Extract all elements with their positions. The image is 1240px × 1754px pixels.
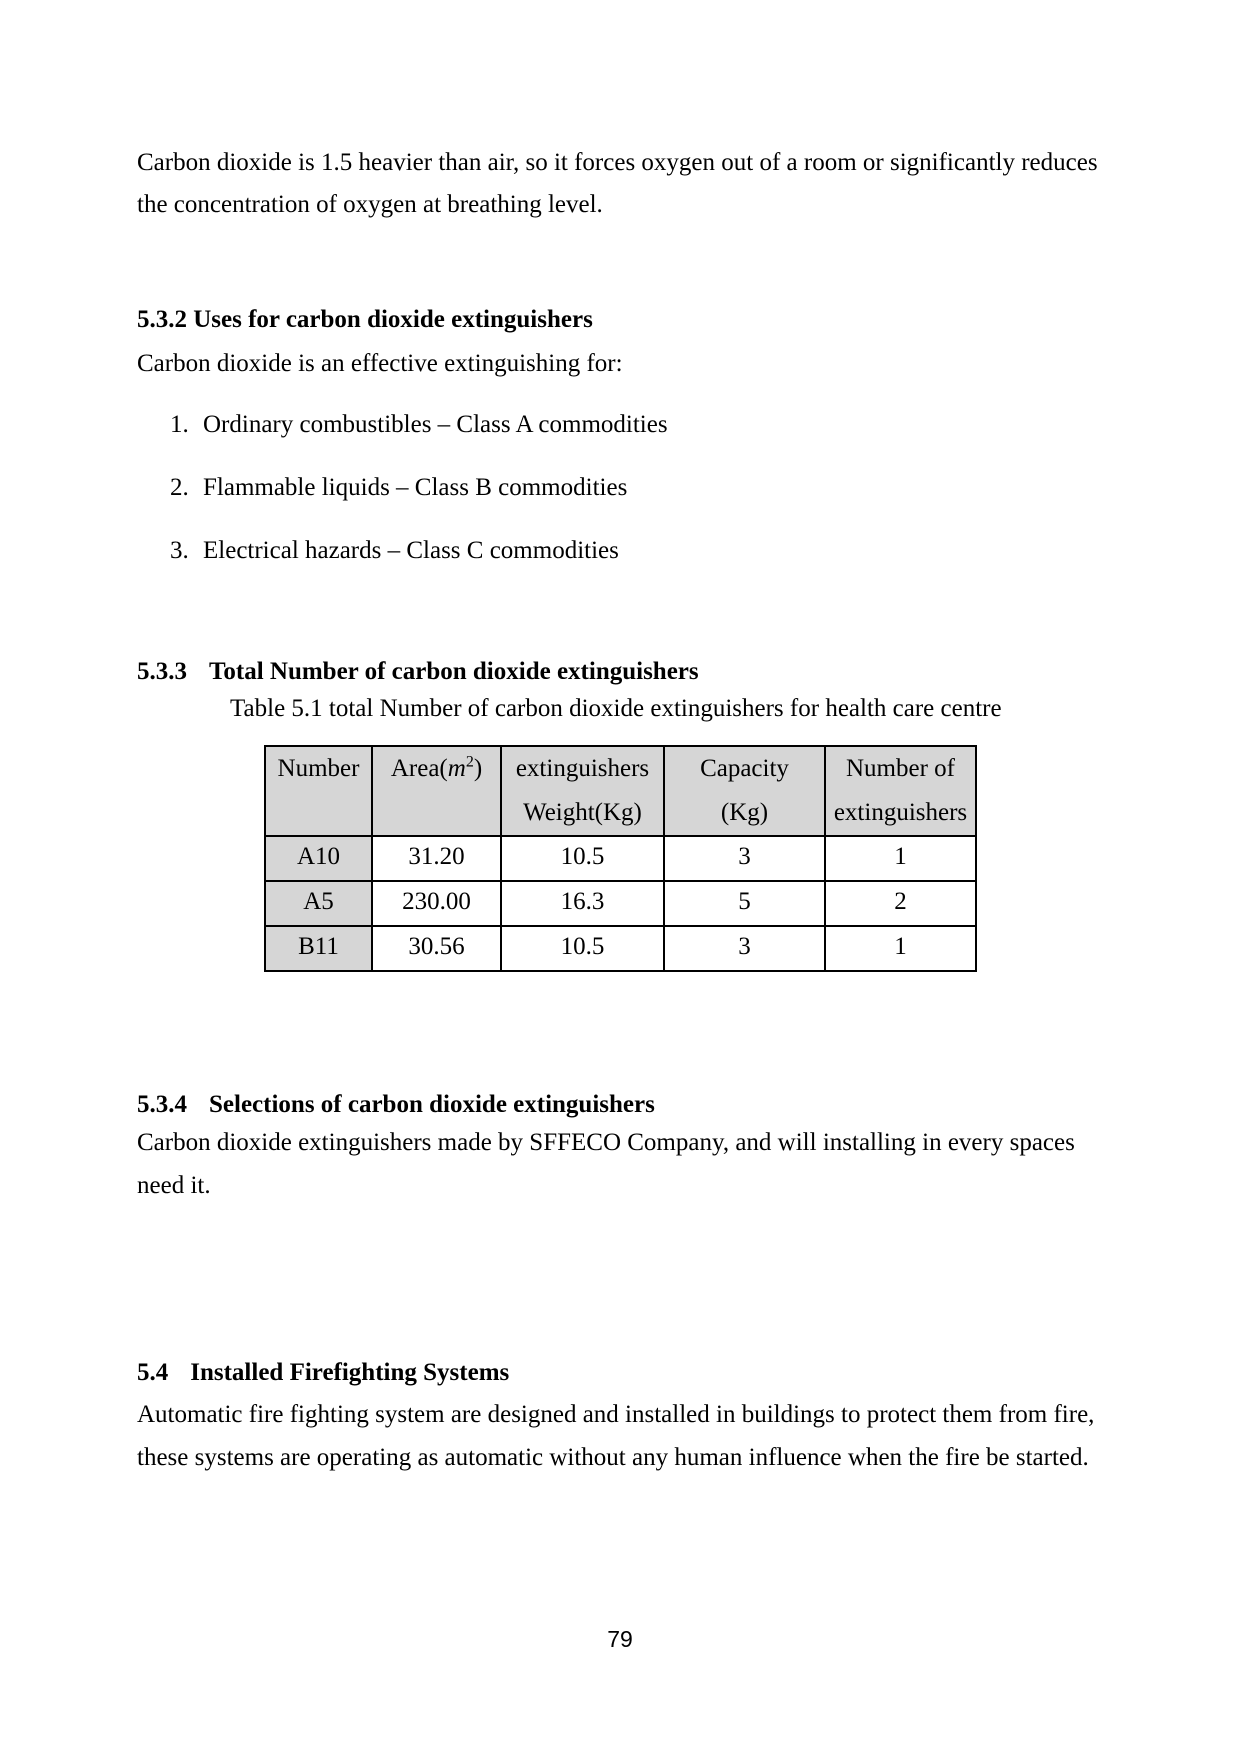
cell-number: A10 [265, 836, 372, 881]
section-5-4-heading [137, 1356, 1105, 1389]
list-item-text: Electrical hazards – Class C commodities [203, 537, 619, 564]
list-item [170, 471, 1090, 504]
list-item-text: Flammable liquids – Class B commodities [203, 474, 628, 501]
section-number: 5.3.4 [137, 1091, 187, 1118]
col-header-text: Capacity [700, 755, 789, 782]
col-header-area [372, 746, 501, 836]
cell-weight: 16.3 [501, 881, 664, 926]
col-header-text: (Kg) [720, 799, 769, 826]
area-label-superscript: 2 [465, 753, 474, 771]
section-5-4-paragraph: Automatic fire fighting system are designed and installed in buildings to protect them from fire, these systems are operating as automatic without any human influence when the fire be started. [137, 1401, 1095, 1471]
col-header-weight [501, 746, 664, 836]
col-header-text: Weight(Kg) [523, 799, 642, 826]
table-caption: Table 5.1 total Number of carbon dioxide extinguishers for health care centre [230, 695, 1002, 722]
list-marker: 2. [170, 474, 189, 501]
cell-count: 2 [825, 881, 976, 926]
section-number: 5.4 [137, 1359, 169, 1386]
cell-capacity: 3 [664, 926, 825, 971]
table-row [265, 926, 976, 971]
cell-count: 1 [825, 926, 976, 971]
col-header-text: Number of [846, 755, 955, 782]
intro-paragraph: Carbon dioxide is 1.5 heavier than air, so it forces oxygen out of a room or significantly reduces the concentration of oxygen at breathing level. [137, 149, 1098, 218]
table-row [265, 836, 976, 881]
col-header-count [825, 746, 976, 836]
table-header-row [265, 746, 976, 836]
cell-area: 230.00 [372, 881, 501, 926]
col-header-text: Number [277, 755, 360, 782]
section-title: Total Number of carbon dioxide extinguishers [209, 658, 699, 685]
list-item [170, 534, 1090, 567]
section-title: Installed Firefighting Systems [190, 1359, 510, 1386]
extinguishers-table [264, 745, 977, 972]
section-5-3-3-heading [137, 655, 1105, 688]
area-label-variable: m [447, 755, 466, 782]
cell-count: 1 [825, 836, 976, 881]
section-5-3-4-heading [137, 1088, 1105, 1121]
list-marker: 3. [170, 537, 189, 564]
area-label-suffix: ) [473, 755, 483, 782]
section-number: 5.3.3 [137, 658, 187, 685]
list-marker: 1. [170, 411, 189, 438]
col-header-text [373, 747, 500, 791]
list-item [170, 408, 1090, 441]
page-number: 79 [607, 1626, 633, 1652]
section-5-3-2-lead: Carbon dioxide is an effective extinguishing for: [137, 350, 623, 377]
section-title: Selections of carbon dioxide extinguishers [209, 1091, 655, 1118]
cell-number: B11 [265, 926, 372, 971]
cell-area: 31.20 [372, 836, 501, 881]
col-header-number [265, 746, 372, 836]
cell-area: 30.56 [372, 926, 501, 971]
table-row [265, 881, 976, 926]
list-item-text: Ordinary combustibles – Class A commodities [203, 411, 668, 438]
cell-weight: 10.5 [501, 836, 664, 881]
area-label-prefix: Area( [390, 755, 448, 782]
col-header-capacity [664, 746, 825, 836]
cell-weight: 10.5 [501, 926, 664, 971]
cell-number: A5 [265, 881, 372, 926]
cell-capacity: 5 [664, 881, 825, 926]
section-5-3-4-paragraph: Carbon dioxide extinguishers made by SFFECO Company, and will installing in every spaces need it. [137, 1129, 1075, 1199]
col-header-text: extinguishers [515, 755, 650, 782]
cell-capacity: 3 [664, 836, 825, 881]
col-header-text: extinguishers [833, 799, 968, 826]
section-5-3-2-heading: 5.3.2 Uses for carbon dioxide extinguishers [137, 306, 593, 333]
